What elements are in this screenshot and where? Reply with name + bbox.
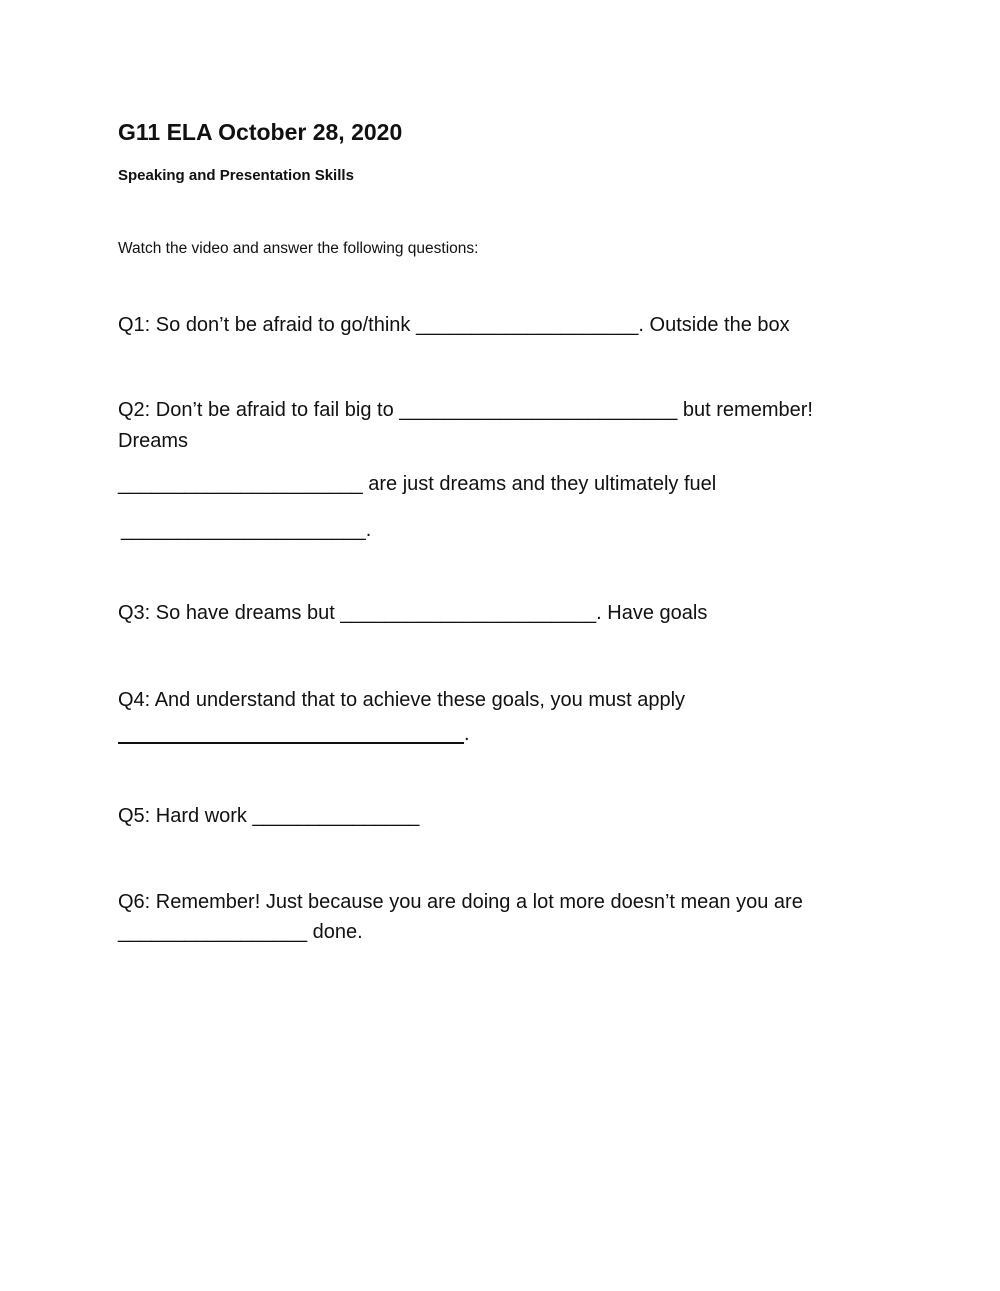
question-5: Q5: Hard work _______________ <box>118 805 420 827</box>
question-4-line-1: Q4: And understand that to achieve these goals, you must apply <box>118 689 686 711</box>
question-6-line-1: Q6: Remember! Just because you are doing a lot more doesn’t mean you are <box>118 891 803 913</box>
question-4-line-2 <box>118 720 470 744</box>
page-subtitle: Speaking and Presentation Skills <box>118 167 354 184</box>
page-title: G11 ELA October 28, 2020 <box>118 119 403 145</box>
answer-blank-q4 <box>118 720 464 744</box>
question-2-line-1: Q2: Don’t be afraid to fail big to _________________________ but remember! <box>118 399 813 421</box>
instructions-text: Watch the video and answer the following questions: <box>118 240 479 257</box>
question-4-period: . <box>464 723 470 745</box>
question-2-line-4: ______________________. <box>121 519 372 541</box>
question-1: Q1: So don’t be afraid to go/think ____________________. Outside the box <box>118 314 790 336</box>
question-6-line-2: _________________ done. <box>118 921 363 943</box>
question-3: Q3: So have dreams but _______________________. Have goals <box>118 602 708 624</box>
question-2-line-3: ______________________ are just dreams and they ultimately fuel <box>118 473 717 495</box>
question-2-line-2: Dreams <box>118 430 189 452</box>
